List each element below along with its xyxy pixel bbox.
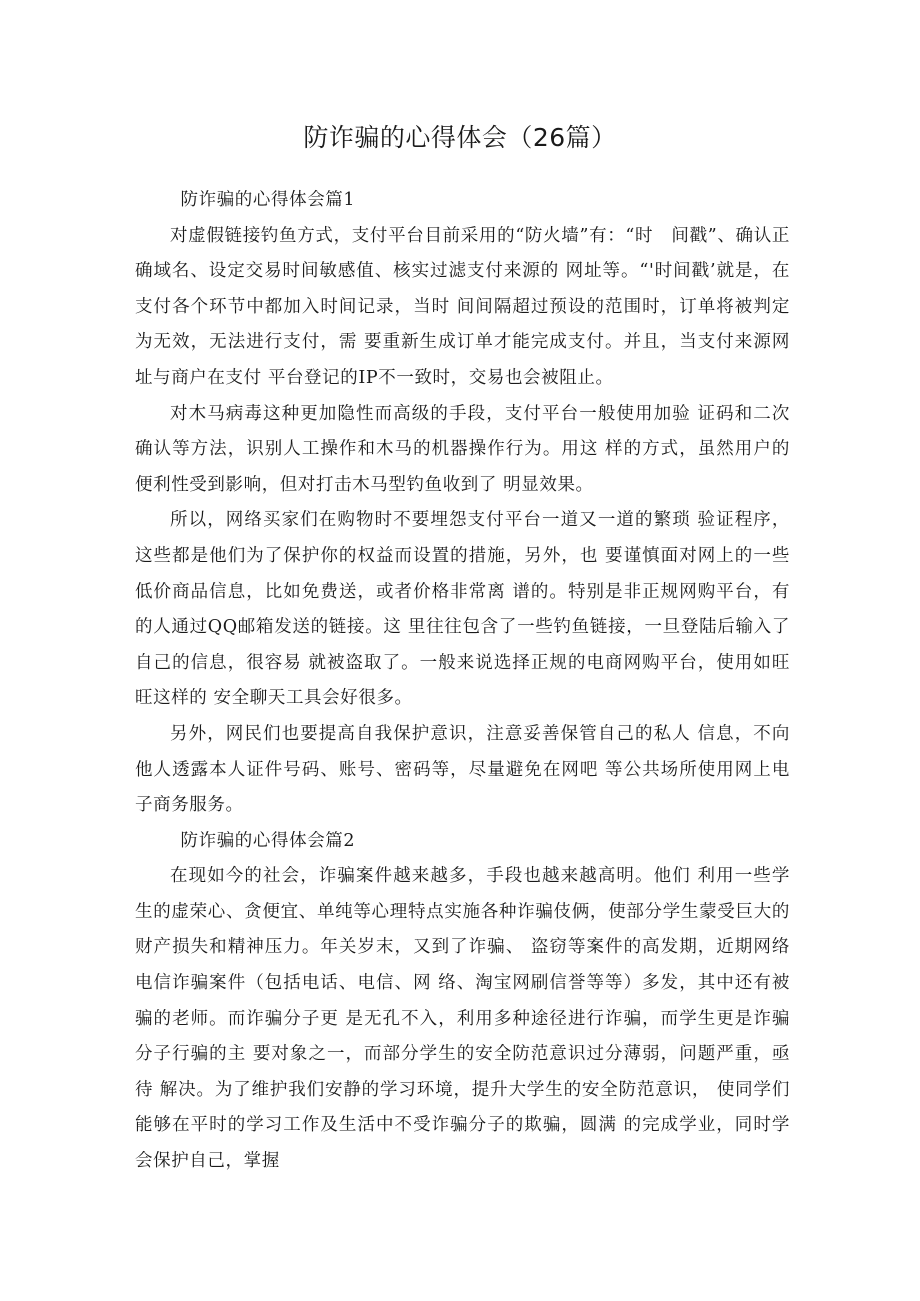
- body-paragraph: 所以，网络买家们在购物时不要埋怨支付平台一道又一道的繁琐 验证程序，这些都是他们为了保护你的权益而设置的措施，另外，也 要谨慎面对网上的一些低价商品信息，比如免费送，或者价格非常离 谱的。特别是非正规网购平台，有的人通过QQ邮箱发送的链接。这 里往往包含了一些钓鱼链接，一旦登陆后输入了自己的信息，很容易 就被盗取了。一般来说选择正规的电商网购平台，使用如旺旺这样的 安全聊天工具会好很多。: [135, 510, 790, 709]
- section-heading-1: 防诈骗的心得体会篇1: [180, 190, 356, 210]
- body-paragraph: 另外，网民们也要提高自我保护意识，注意妥善保管自己的私人 信息，不向他人透露本人证件号码、账号、密码等，尽量避免在网吧 等公共场所使用网上电子商务服务。: [135, 723, 790, 816]
- body-paragraph: 在现如今的社会，诈骗案件越来越多，手段也越来越高明。他们 利用一些学生的虚荣心、贪便宜、单纯等心理特点实施各种诈骗伎俩，使部分学生蒙受巨大的财产损失和精神压力。年关岁末，又到了诈骗、 盗窃等案件的高发期，近期网络电信诈骗案件（包括电话、电信、网 络、淘宝网刷信誉等等）多发，其中还有被骗的老师。而诈骗分子更 是无孔不入，利用多种途径进行诈骗，而学生更是诈骗分子行骗的主 要对象之一，而部分学生的安全防范意识过分薄弱，问题严重，亟待 解决。为了维护我们安静的学习环境，提升大学生的安全防范意识， 使同学们能够在平时的学习工作及生活中不受诈骗分子的欺骗，圆满 的完成学业，同时学会保护自己，掌握: [135, 866, 790, 1172]
- section-heading-2: 防诈骗的心得体会篇2: [180, 830, 356, 851]
- document-title: 防诈骗的心得体会（26篇）: [303, 123, 617, 152]
- body-paragraph: 对虚假链接钓鱼方式，支付平台目前采用的“防火墙”有：“时 间戳”、确认正确域名、设定交易时间敏感值、核实过滤支付来源的 网址等。“'时间戳’就是，在支付各个环节中都加入时间记录，当时 间间隔超过预设的范围时，订单将被判定为无效，无法进行支付，需 要重新生成订单才能完成支付。并且，当支付来源网址与商户在支付 平台登记的IP不一致时，交易也会被阻止。: [135, 225, 790, 388]
- body-paragraph: 对木马病毒这种更加隐性而高级的手段，支付平台一般使用加验 证码和二次确认等方法，识别人工操作和木马的机器操作行为。用这 样的方式，虽然用户的便利性受到影响，但对打击木马型钓鱼收到了 明显效果。: [135, 403, 790, 495]
- document-body: [135, 183, 790, 1180]
